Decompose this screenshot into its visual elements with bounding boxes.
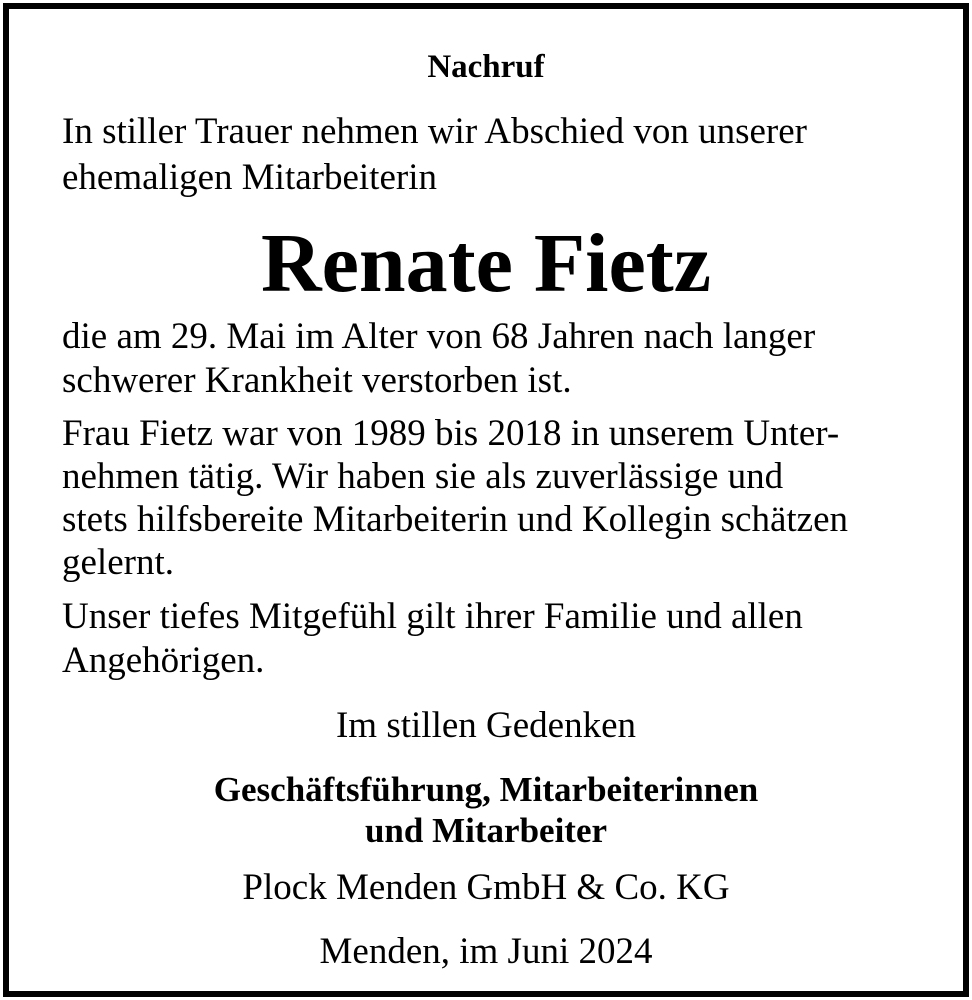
career-line: stets hilfsbereite Mitarbeiterin und Kollegin schätzen	[62, 499, 849, 540]
career-line: Frau Fietz war von 1989 bis 2018 in unserem Unter-	[62, 413, 840, 454]
death-info-line: die am 29. Mai im Alter von 68 Jahren nach langer	[62, 316, 816, 357]
intro-line: ehemaligen Mitarbeiterin	[62, 157, 437, 198]
obituary-header: Nachruf	[427, 49, 545, 85]
career-line: gelernt.	[62, 542, 174, 583]
intro-line: In stiller Trauer nehmen wir Abschied von unserer	[62, 111, 807, 152]
obituary-content	[9, 9, 963, 991]
death-info-line: schwerer Krankheit verstorben ist.	[62, 360, 572, 401]
career-line: nehmen tätig. Wir haben sie als zuverlässige und	[62, 456, 784, 497]
place-date: Menden, im Juni 2024	[319, 931, 653, 972]
condolence-line: Angehörigen.	[62, 640, 265, 681]
deceased-name: Renate Fietz	[260, 217, 712, 310]
signers-line: und Mitarbeiter	[364, 811, 608, 850]
closing-phrase: Im stillen Gedenken	[335, 705, 637, 746]
obituary-frame	[3, 3, 969, 997]
company-name: Plock Menden GmbH & Co. KG	[242, 867, 730, 908]
condolence-line: Unser tiefes Mitgefühl gilt ihrer Familie und allen	[62, 596, 803, 637]
signers-line: Geschäftsführung, Mitarbeiterinnen	[213, 770, 759, 809]
